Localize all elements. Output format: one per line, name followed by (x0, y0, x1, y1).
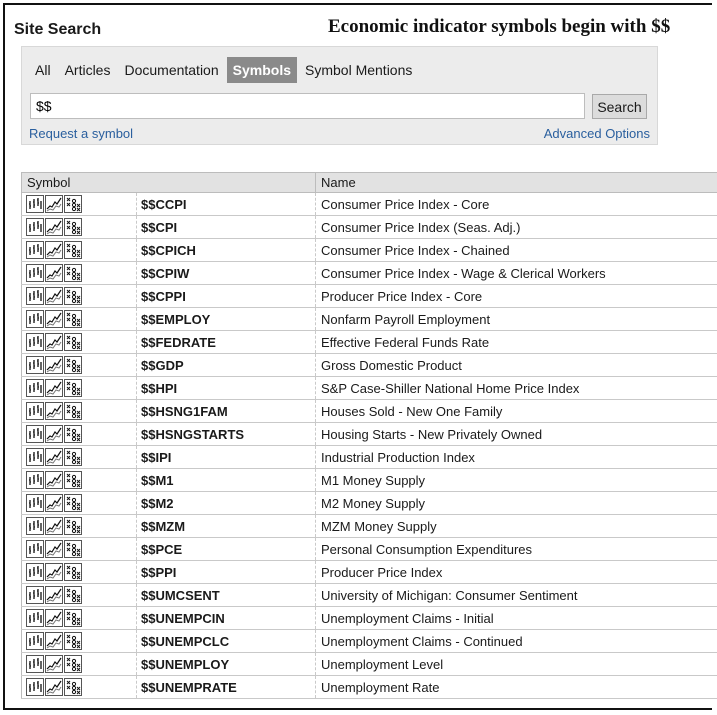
table-row (22, 561, 717, 584)
line-chart-icon[interactable] (45, 241, 63, 259)
bar-chart-icon[interactable] (26, 609, 44, 627)
chart-icons-cell (22, 193, 137, 216)
bar-chart-icon[interactable] (26, 425, 44, 443)
point-figure-icon[interactable] (64, 310, 82, 328)
chart-icons-cell (22, 561, 137, 584)
table-row (22, 446, 717, 469)
chart-icons-cell (22, 538, 137, 561)
name-cell: Housing Starts - New Privately Owned (316, 423, 717, 446)
point-figure-icon[interactable] (64, 195, 82, 213)
symbol-cell[interactable]: $$CPI (137, 216, 316, 239)
point-figure-icon[interactable] (64, 287, 82, 305)
name-cell: Unemployment Level (316, 653, 717, 676)
tab-symbols[interactable]: Symbols (227, 57, 297, 83)
name-cell: S&P Case-Shiller National Home Price Index (316, 377, 717, 400)
tab-articles[interactable]: Articles (64, 62, 111, 78)
bar-chart-icon[interactable] (26, 494, 44, 512)
table-row (22, 538, 717, 561)
page-title: Site Search (14, 21, 102, 38)
table-row (22, 515, 717, 538)
table-row (22, 377, 717, 400)
symbol-cell[interactable]: $$M2 (137, 492, 316, 515)
line-chart-icon[interactable] (45, 471, 63, 489)
chart-icons-cell (22, 308, 137, 331)
name-cell: M1 Money Supply (316, 469, 717, 492)
point-figure-icon[interactable] (64, 609, 82, 627)
chart-icons-cell (22, 377, 137, 400)
point-figure-icon[interactable] (64, 586, 82, 604)
name-column-header: Name (316, 173, 717, 193)
name-cell: Unemployment Claims - Initial (316, 607, 717, 630)
table-row (22, 216, 717, 239)
name-cell: Industrial Production Index (316, 446, 717, 469)
symbol-cell[interactable]: $$HPI (137, 377, 316, 400)
chart-icons-cell (22, 515, 137, 538)
chart-icons-cell (22, 492, 137, 515)
bar-chart-icon[interactable] (26, 310, 44, 328)
line-chart-icon[interactable] (45, 494, 63, 512)
point-figure-icon[interactable] (64, 448, 82, 466)
symbol-cell[interactable]: $$CCPI (137, 193, 316, 216)
table-header-row (22, 173, 717, 193)
bar-chart-icon[interactable] (26, 586, 44, 604)
name-cell: Unemployment Rate (316, 676, 717, 699)
table-row (22, 630, 717, 653)
point-figure-icon[interactable] (64, 264, 82, 282)
chart-icons-cell (22, 676, 137, 699)
bar-chart-icon[interactable] (26, 264, 44, 282)
chart-icons-cell (22, 584, 137, 607)
point-figure-icon[interactable] (64, 494, 82, 512)
name-cell: Consumer Price Index - Wage & Clerical Workers (316, 262, 717, 285)
table-row (22, 262, 717, 285)
point-figure-icon[interactable] (64, 425, 82, 443)
line-chart-icon[interactable] (45, 586, 63, 604)
search-tabs (29, 56, 420, 84)
line-chart-icon[interactable] (45, 563, 63, 581)
line-chart-icon[interactable] (45, 310, 63, 328)
symbol-cell[interactable]: $$UMCSENT (137, 584, 316, 607)
point-figure-icon[interactable] (64, 241, 82, 259)
chart-icons-cell (22, 400, 137, 423)
line-chart-icon[interactable] (45, 540, 63, 558)
point-figure-icon[interactable] (64, 379, 82, 397)
bar-chart-icon[interactable] (26, 195, 44, 213)
point-figure-icon[interactable] (64, 471, 82, 489)
chart-icons-cell (22, 423, 137, 446)
search-button[interactable]: Search (592, 94, 647, 119)
symbol-cell[interactable]: $$IPI (137, 446, 316, 469)
symbol-cell[interactable]: $$EMPLOY (137, 308, 316, 331)
symbol-cell[interactable]: $$UNEMPCLC (137, 630, 316, 653)
line-chart-icon[interactable] (45, 678, 63, 696)
table-row (22, 607, 717, 630)
table-row (22, 423, 717, 446)
line-chart-icon[interactable] (45, 356, 63, 374)
table-row (22, 193, 717, 216)
line-chart-icon[interactable] (45, 218, 63, 236)
chart-icons-cell (22, 354, 137, 377)
point-figure-icon[interactable] (64, 356, 82, 374)
symbol-cell[interactable]: $$HSNG1FAM (137, 400, 316, 423)
symbol-cell[interactable]: $$UNEMPLOY (137, 653, 316, 676)
line-chart-icon[interactable] (45, 655, 63, 673)
symbol-column-header: Symbol (22, 173, 316, 193)
line-chart-icon[interactable] (45, 425, 63, 443)
chart-icons-cell (22, 630, 137, 653)
symbol-cell[interactable]: $$MZM (137, 515, 316, 538)
symbol-cell[interactable]: $$UNEMPRATE (137, 676, 316, 699)
chart-icons-cell (22, 239, 137, 262)
table-row (22, 492, 717, 515)
point-figure-icon[interactable] (64, 333, 82, 351)
table-row (22, 584, 717, 607)
bar-chart-icon[interactable] (26, 563, 44, 581)
point-figure-icon[interactable] (64, 563, 82, 581)
name-cell: Effective Federal Funds Rate (316, 331, 717, 354)
symbol-cell[interactable]: $$PCE (137, 538, 316, 561)
bar-chart-icon[interactable] (26, 333, 44, 351)
name-cell: Consumer Price Index (Seas. Adj.) (316, 216, 717, 239)
table-row (22, 308, 717, 331)
table-row (22, 354, 717, 377)
name-cell: Houses Sold - New One Family (316, 400, 717, 423)
symbol-cell[interactable]: $$CPPI (137, 285, 316, 308)
chart-icons-cell (22, 446, 137, 469)
chart-icons-cell (22, 653, 137, 676)
table-row (22, 400, 717, 423)
symbol-cell[interactable]: $$CPIW (137, 262, 316, 285)
tab-all[interactable]: All (35, 62, 51, 78)
request-symbol-link[interactable]: Request a symbol (29, 126, 134, 141)
line-chart-icon[interactable] (45, 333, 63, 351)
line-chart-icon[interactable] (45, 632, 63, 650)
table-row (22, 676, 717, 699)
bar-chart-icon[interactable] (26, 448, 44, 466)
search-panel (21, 46, 658, 145)
line-chart-icon[interactable] (45, 609, 63, 627)
bar-chart-icon[interactable] (26, 241, 44, 259)
chart-icons-cell (22, 216, 137, 239)
chart-icons-cell (22, 285, 137, 308)
bar-chart-icon[interactable] (26, 632, 44, 650)
table-row (22, 239, 717, 262)
table-row (22, 285, 717, 308)
point-figure-icon[interactable] (64, 678, 82, 696)
table-row (22, 469, 717, 492)
symbol-cell[interactable]: $$M1 (137, 469, 316, 492)
line-chart-icon[interactable] (45, 402, 63, 420)
name-cell: Personal Consumption Expenditures (316, 538, 717, 561)
symbol-cell[interactable]: $$UNEMPCIN (137, 607, 316, 630)
bar-chart-icon[interactable] (26, 655, 44, 673)
chart-icons-cell (22, 607, 137, 630)
symbol-cell[interactable]: $$PPI (137, 561, 316, 584)
name-cell: M2 Money Supply (316, 492, 717, 515)
name-cell: Unemployment Claims - Continued (316, 630, 717, 653)
results-table (21, 172, 717, 699)
bar-chart-icon[interactable] (26, 471, 44, 489)
symbol-cell[interactable]: $$HSNGSTARTS (137, 423, 316, 446)
chart-icons-cell (22, 469, 137, 492)
name-cell: University of Michigan: Consumer Sentiment (316, 584, 717, 607)
bar-chart-icon[interactable] (26, 218, 44, 236)
point-figure-icon[interactable] (64, 218, 82, 236)
bar-chart-icon[interactable] (26, 517, 44, 535)
chart-icons-cell (22, 331, 137, 354)
line-chart-icon[interactable] (45, 264, 63, 282)
tab-symbol-mentions[interactable]: Symbol Mentions (305, 62, 413, 78)
banner-note: Economic indicator symbols begin with $$ (328, 16, 671, 37)
name-cell: Producer Price Index (316, 561, 717, 584)
table-row (22, 653, 717, 676)
bar-chart-icon[interactable] (26, 402, 44, 420)
line-chart-icon[interactable] (45, 517, 63, 535)
name-cell: MZM Money Supply (316, 515, 717, 538)
line-chart-icon[interactable] (45, 287, 63, 305)
name-cell: Gross Domestic Product (316, 354, 717, 377)
name-cell: Consumer Price Index - Core (316, 193, 717, 216)
table-row (22, 331, 717, 354)
bar-chart-icon[interactable] (26, 356, 44, 374)
name-cell: Nonfarm Payroll Employment (316, 308, 717, 331)
symbol-cell[interactable]: $$GDP (137, 354, 316, 377)
point-figure-icon[interactable] (64, 655, 82, 673)
line-chart-icon[interactable] (45, 448, 63, 466)
symbol-cell[interactable]: $$FEDRATE (137, 331, 316, 354)
bar-chart-icon[interactable] (26, 379, 44, 397)
point-figure-icon[interactable] (64, 402, 82, 420)
line-chart-icon[interactable] (45, 195, 63, 213)
bar-chart-icon[interactable] (26, 287, 44, 305)
advanced-options-link[interactable]: Advanced Options (543, 126, 650, 141)
line-chart-icon[interactable] (45, 379, 63, 397)
name-cell: Producer Price Index - Core (316, 285, 717, 308)
search-input[interactable] (30, 93, 585, 119)
point-figure-icon[interactable] (64, 632, 82, 650)
point-figure-icon[interactable] (64, 540, 82, 558)
name-cell: Consumer Price Index - Chained (316, 239, 717, 262)
bar-chart-icon[interactable] (26, 678, 44, 696)
chart-icons-cell (22, 262, 137, 285)
symbol-cell[interactable]: $$CPICH (137, 239, 316, 262)
point-figure-icon[interactable] (64, 517, 82, 535)
tab-documentation[interactable]: Documentation (124, 62, 219, 78)
bar-chart-icon[interactable] (26, 540, 44, 558)
